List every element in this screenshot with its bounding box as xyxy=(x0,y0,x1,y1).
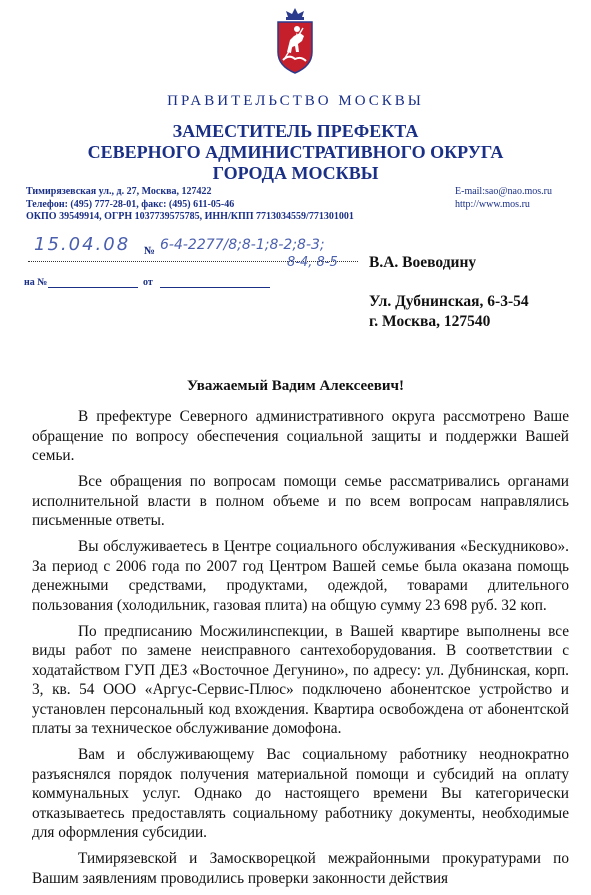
government-title: ПРАВИТЕЛЬСТВО МОСКВЫ xyxy=(167,93,424,109)
office-codes: ОКПО 39549914, ОГРН 1037739575785, ИНН/КПП 7713034559/771301001 xyxy=(26,211,354,222)
from-line xyxy=(160,287,270,288)
number-label: № xyxy=(144,245,156,257)
recipient-city: г. Москва, 127540 xyxy=(369,313,491,330)
office-website: http://www.mos.ru xyxy=(455,198,530,210)
reference-line xyxy=(48,287,138,288)
office-email: E-mail:sao@nao.mos.ru xyxy=(455,186,552,197)
contact-block xyxy=(26,186,354,224)
recipient-street: Ул. Дубнинская, 6-3-54 xyxy=(369,293,529,310)
handwritten-number: 6-4-2277/8;8-1;8-2;8-3; xyxy=(160,237,325,253)
handwritten-number-continued: 8-4, 8-5 xyxy=(287,255,338,270)
paragraph: По предписанию Мосжилинспекции, в Вашей квартире выполнены все виды работ по замене неисправного сантехоборудования. В соответствии с ходатайством ГУП ДЕЗ «Восточное Дегунино», по адресу: ул. Дубнинская, корп. 3, кв. 54 ООО «Аргус-Сервис-Плюс» подключено абонентское устройство и установлен персональный код вхождения. Квартира освобождена от абонентской платы за техническое обслуживание домофона. xyxy=(32,622,569,737)
office-title-line-1: ЗАМЕСТИТЕЛЬ ПРЕФЕКТА xyxy=(172,121,419,141)
paragraph: Вам и обслуживающему Вас социальному работнику неоднократно разъяснялся порядок получения материальной помощи и субсидий на оплату коммунальных услуг. Однако до настоящего времени Вы категорически отказываетесь предоставлять социальному работнику документы, необходимые для оформления субсидии. xyxy=(32,746,569,841)
contact-web-block xyxy=(455,186,552,211)
letter-greeting: Уважаемый Вадим Алексеевич! xyxy=(187,378,404,394)
moscow-emblem-icon xyxy=(273,6,317,76)
office-title-line-2: СЕВЕРНОГО АДМИНИСТРАТИВНОГО ОКРУГА xyxy=(87,142,504,162)
office-title-line-3: ГОРОДА МОСКВЫ xyxy=(212,163,379,183)
handwritten-date: 15.04.08 xyxy=(34,234,131,255)
office-phone: Телефон: (495) 777-28-01, факс: (495) 611-05-46 xyxy=(26,198,235,210)
paragraph: В префектуре Северного административного округа рассмотрено Ваше обращение по вопросу обеспечения социальной защиты и поддержки Вашей семьи. xyxy=(32,408,569,464)
from-label: от xyxy=(143,277,153,288)
office-address: Тимирязевская ул., д. 27, Москва, 127422 xyxy=(26,186,212,197)
paragraph: Вы обслуживаетесь в Центре социального обслуживания «Бескудниково». За период с 2006 года по 2007 год Центром Вашей семье была оказана помощь денежными средствами, продуктами, одеждой, товарами длительного пользования (холодильник, газовая плита) на общую сумму 23 698 руб. 32 коп. xyxy=(32,538,569,614)
recipient-name: В.А. Воеводину xyxy=(369,254,477,271)
paragraph: Тимирязевской и Замоскворецкой межрайонными прокуратурами по Вашим заявлениям проводились проверки законности действия xyxy=(32,850,569,887)
reference-label: на № xyxy=(24,277,48,288)
paragraph: Все обращения по вопросам помощи семье рассматривались органами исполнительной власти в полном объеме и по всем вопросам направлялись письменные ответы. xyxy=(32,473,569,529)
letter-body xyxy=(32,407,569,895)
